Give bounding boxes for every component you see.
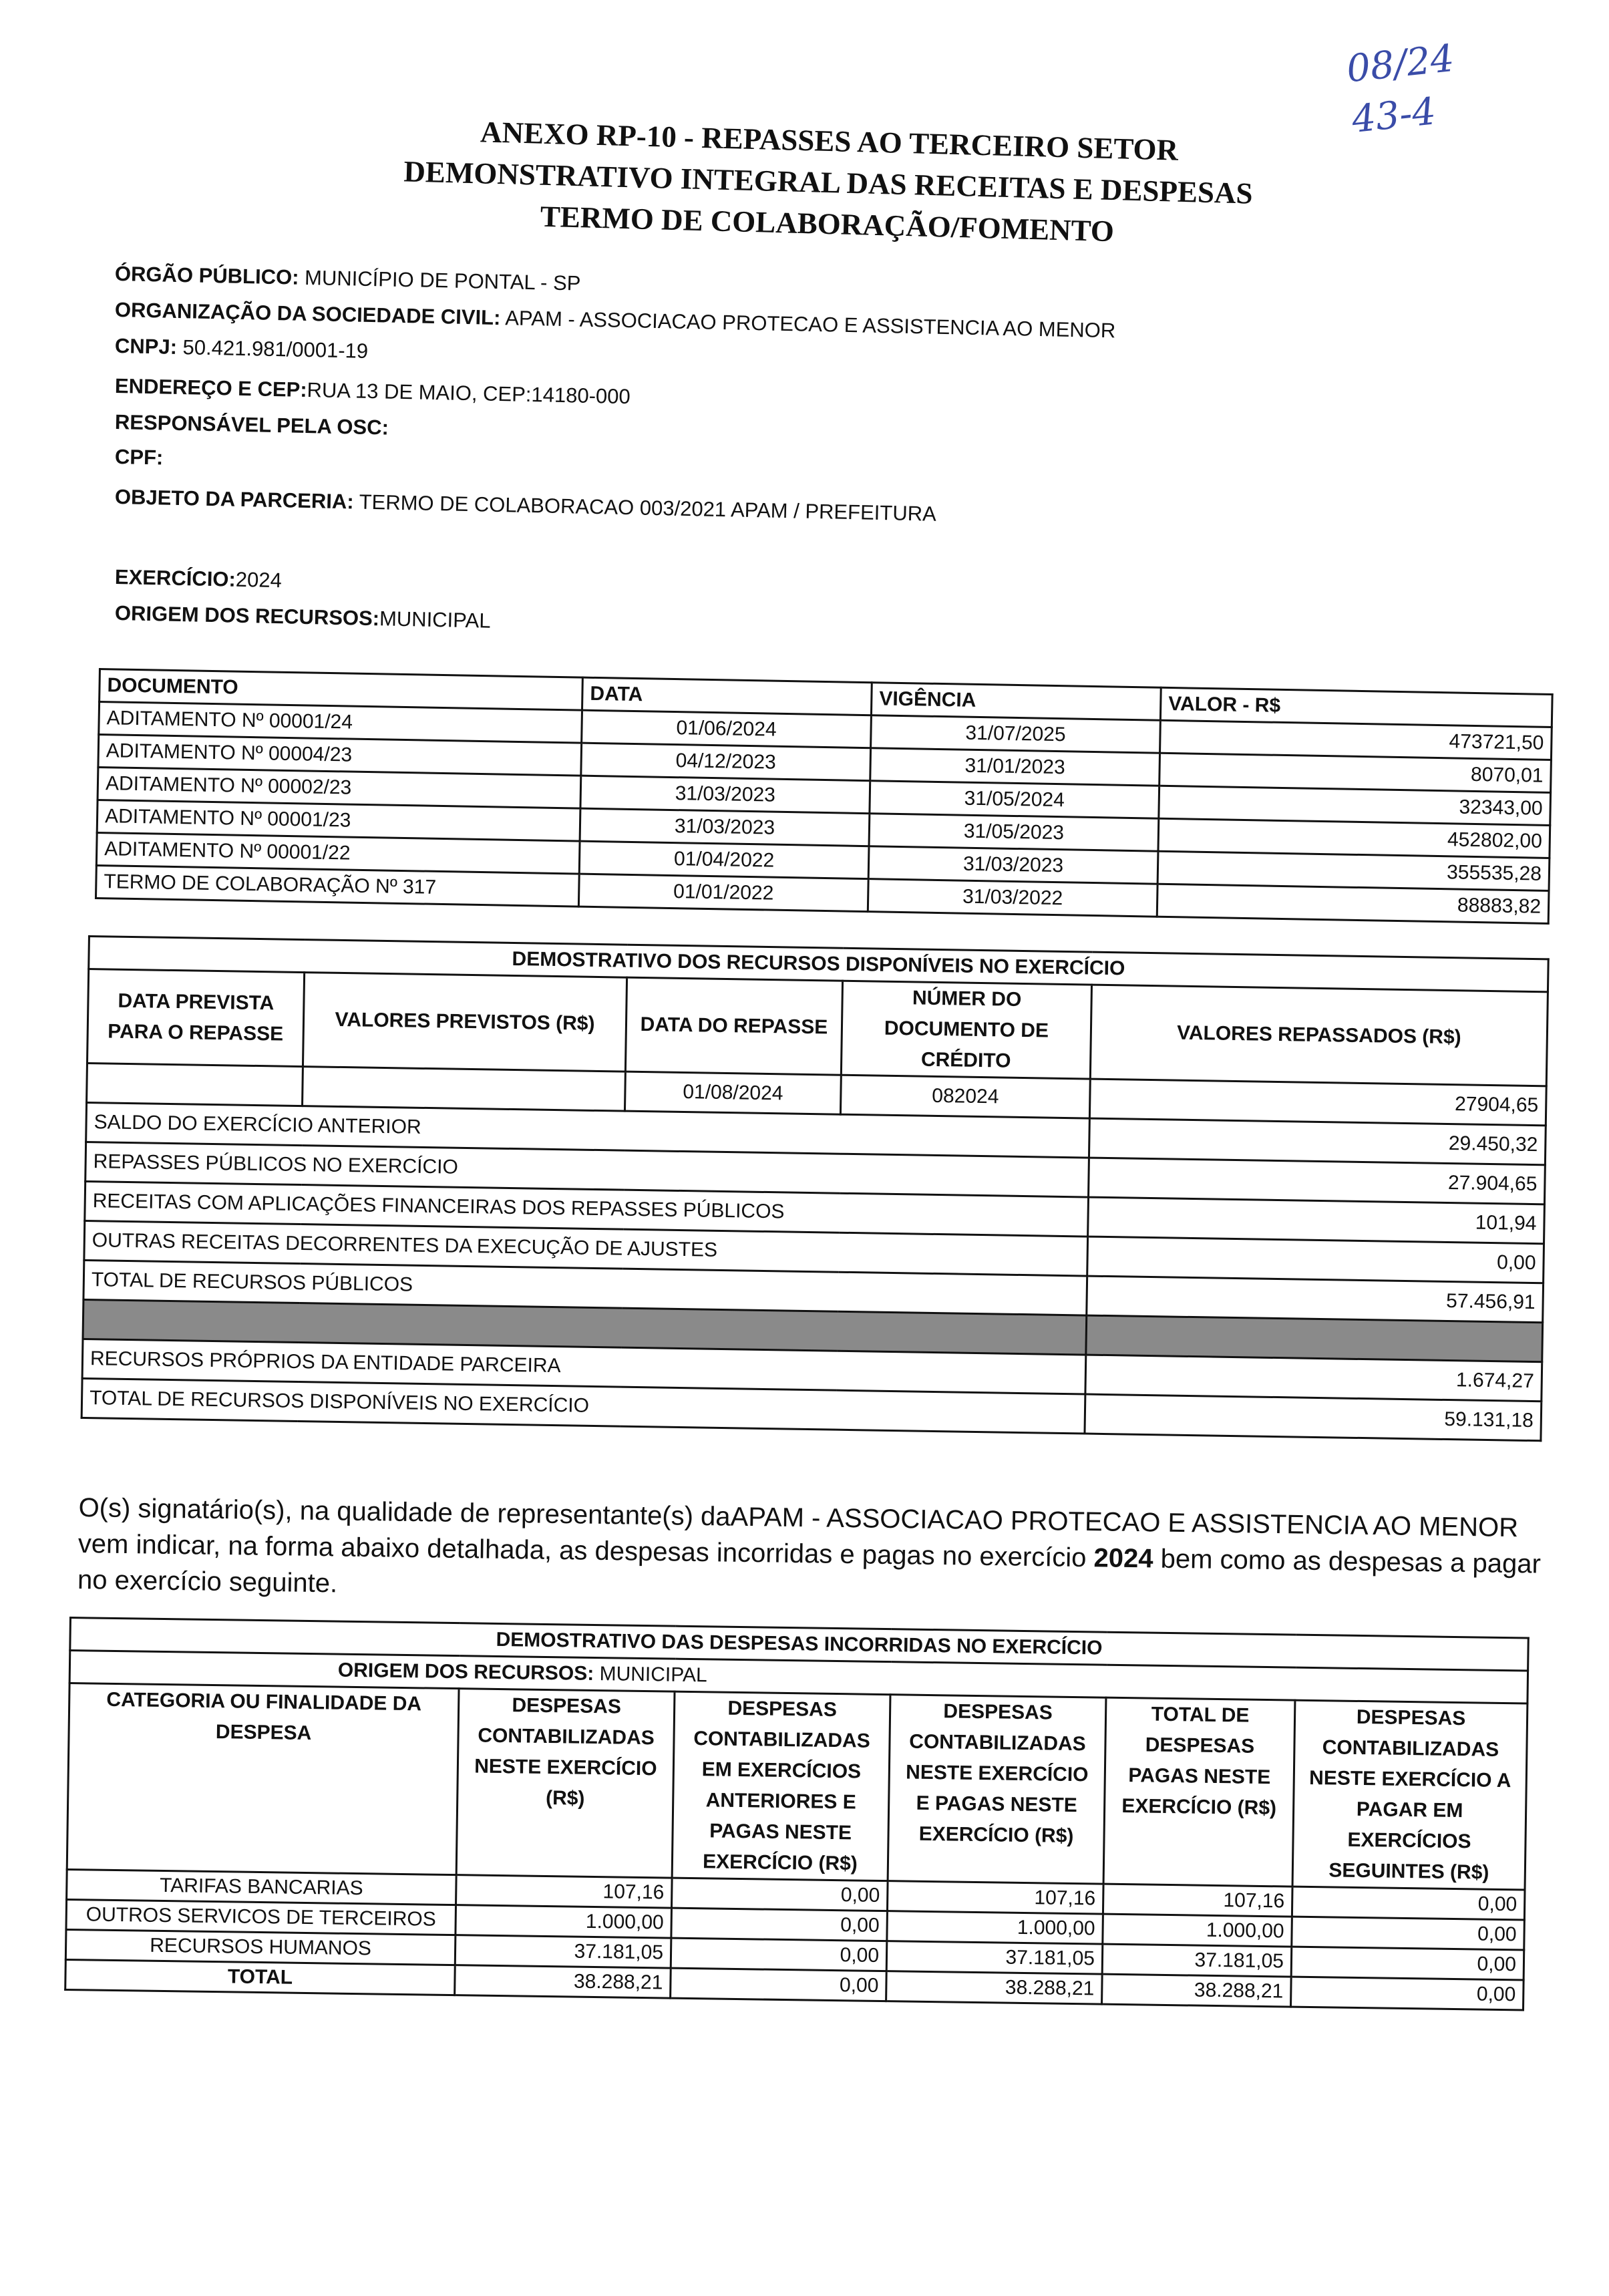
cell-value: 0,00 xyxy=(671,1878,888,1911)
summary-value: 101,94 xyxy=(1088,1197,1545,1244)
summary-value: 1.674,27 xyxy=(1085,1355,1542,1402)
info-label: ENDEREÇO E CEP: xyxy=(114,374,307,402)
cell-value: 0,00 xyxy=(1291,1977,1524,2010)
info-label: OBJETO DA PARCERIA: xyxy=(114,485,354,514)
summary-value: 0,00 xyxy=(1087,1237,1544,1283)
cell-documento: ADITAMENTO Nº 00002/23 xyxy=(98,768,581,809)
col-numero-documento: NÚMER DO DOCUMENTO DE CRÉDITO xyxy=(841,981,1091,1079)
cell-categoria: TOTAL xyxy=(65,1959,456,1995)
info-label: ORGANIZAÇÃO DA SOCIEDADE CIVIL: xyxy=(114,298,501,330)
summary-label: TOTAL DE RECURSOS PÚBLICOS xyxy=(83,1260,1087,1315)
info-value: MUNICIPAL xyxy=(379,607,491,633)
cell-documento: ADITAMENTO Nº 00004/23 xyxy=(98,735,582,776)
cell-vigencia: 31/03/2023 xyxy=(868,846,1158,884)
cell-documento: TERMO DE COLABORAÇÃO Nº 317 xyxy=(96,865,579,907)
summary-value: 29.450,32 xyxy=(1089,1118,1546,1165)
col-contabilizadas-neste: DESPESAS CONTABILIZADAS NESTE EXERCÍCIO (R$) xyxy=(456,1689,675,1878)
col-a-pagar: DESPESAS CONTABILIZADAS NESTE EXERCÍCIO A PAGAR EM EXERCÍCIOS SEGUINTES (R$) xyxy=(1292,1700,1528,1890)
cell-vigencia: 31/05/2023 xyxy=(869,814,1159,852)
col-categoria: CATEGORIA OU FINALIDADE DA DESPESA xyxy=(67,1683,459,1875)
col-valores-previstos: VALORES PREVISTOS (R$) xyxy=(303,973,627,1072)
cell-data-repasse: 01/08/2024 xyxy=(624,1072,841,1114)
cell-value: 107,16 xyxy=(456,1875,673,1909)
cell-categoria: OUTROS SERVICOS DE TERCEIROS xyxy=(66,1899,456,1935)
paragraph-year: 2024 xyxy=(1093,1543,1153,1574)
cell-value: 0,00 xyxy=(671,1908,888,1941)
origin-value: MUNICIPAL xyxy=(599,1663,707,1687)
info-label: ÓRGÃO PÚBLICO: xyxy=(114,262,299,289)
cell-data-prevista xyxy=(87,1063,303,1106)
shaded-cell xyxy=(1086,1315,1543,1362)
cell-value: 38.288,21 xyxy=(886,1971,1103,2005)
cell-value: 107,16 xyxy=(1103,1884,1292,1917)
col-documento: DOCUMENTO xyxy=(100,669,583,711)
cell-value: 1.000,00 xyxy=(456,1905,672,1939)
cell-valor: 452802,00 xyxy=(1158,818,1550,858)
col-contabilizadas-anteriores: DESPESAS CONTABILIZADAS EM EXERCÍCIOS ANTERIORES E PAGAS NESTE EXERCÍCIO (R$) xyxy=(672,1691,890,1880)
info-label: CNPJ: xyxy=(114,334,178,359)
cell-valor-repassado: 27904,65 xyxy=(1089,1079,1546,1126)
cell-value: 37.181,05 xyxy=(886,1941,1103,1975)
document-title xyxy=(373,108,1284,257)
cell-vigencia: 31/03/2022 xyxy=(868,879,1157,917)
summary-label: RECEITAS COM APLICAÇÕES FINANCEIRAS DOS REPASSES PÚBLICOS xyxy=(85,1181,1089,1237)
info-value: RUA 13 DE MAIO, CEP:14180-000 xyxy=(307,378,631,409)
summary-value: 59.131,18 xyxy=(1085,1394,1542,1441)
info-value: 50.421.981/0001-19 xyxy=(182,335,369,363)
cell-vigencia: 31/07/2025 xyxy=(871,715,1161,754)
summary-label: RECURSOS PRÓPRIOS DA ENTIDADE PARCEIRA xyxy=(82,1339,1086,1394)
summary-label: REPASSES PÚBLICOS NO EXERCÍCIO xyxy=(85,1142,1089,1197)
cell-value: 0,00 xyxy=(671,1968,887,2001)
cell-valor: 355535,28 xyxy=(1157,851,1550,890)
cell-documento: ADITAMENTO Nº 00001/22 xyxy=(96,832,580,874)
table-header-row xyxy=(67,1683,1528,1890)
info-value: 2024 xyxy=(235,567,283,593)
cell-value: 0,00 xyxy=(671,1938,887,1971)
paragraph-text: O(s) signatário(s), na qualidade de representante(s) da xyxy=(78,1492,731,1532)
info-label: RESPONSÁVEL PELA OSC: xyxy=(114,410,389,440)
cell-valor: 473721,50 xyxy=(1160,720,1552,760)
cell-valor: 88883,82 xyxy=(1157,884,1549,923)
info-value: MUNICÍPIO DE PONTAL - SP xyxy=(304,265,581,295)
cell-data: 04/12/2023 xyxy=(581,743,871,781)
cell-data: 31/03/2023 xyxy=(580,776,870,814)
cell-documento: ADITAMENTO Nº 00001/23 xyxy=(97,800,580,841)
info-value: APAM - ASSOCIACAO PROTECAO E ASSISTENCIA AO MENOR xyxy=(504,306,1116,343)
cell-data: 31/03/2023 xyxy=(580,808,870,846)
col-valores-repassados: VALORES REPASSADOS (R$) xyxy=(1090,985,1548,1086)
info-value: TERMO DE COLABORACAO 003/2021 APAM / PREFEITURA xyxy=(359,490,937,526)
resources-title: DEMOSTRATIVO DOS RECURSOS DISPONÍVEIS NO EXERCÍCIO xyxy=(89,937,1549,992)
col-valor: VALOR - R$ xyxy=(1160,687,1552,727)
resources-table xyxy=(81,935,1550,1442)
title-line-1: ANEXO RP-10 - REPASSES AO TERCEIRO SETOR xyxy=(480,115,1179,167)
cell-value: 0,00 xyxy=(1292,1887,1525,1920)
info-label: ORIGEM DOS RECURSOS: xyxy=(114,601,380,631)
cell-value: 0,00 xyxy=(1292,1917,1525,1950)
cell-value: 38.288,21 xyxy=(1102,1974,1292,2007)
cell-vigencia: 31/01/2023 xyxy=(870,748,1160,786)
cell-numero-documento: 082024 xyxy=(840,1075,1090,1118)
handwritten-note xyxy=(1344,33,1461,146)
cell-value: 1.000,00 xyxy=(1103,1914,1292,1947)
cell-data: 01/01/2022 xyxy=(578,874,868,912)
col-total-pagas: TOTAL DE DESPESAS PAGAS NESTE EXERCÍCIO (R$) xyxy=(1103,1697,1295,1887)
col-data-repasse: DATA DO REPASSE xyxy=(625,977,842,1075)
title-line-2: DEMONSTRATIVO INTEGRAL DAS RECEITAS E DESPESAS xyxy=(403,154,1254,210)
origin-label: ORIGEM DOS RECURSOS: xyxy=(337,1659,594,1685)
cell-valores-previstos xyxy=(303,1067,626,1112)
cell-value: 38.288,21 xyxy=(455,1965,671,1999)
col-data: DATA xyxy=(582,677,872,715)
cell-value: 107,16 xyxy=(887,1881,1103,1915)
entity-name: APAM - ASSOCIACAO PROTECAO E ASSISTENCIA AO MENOR xyxy=(730,1502,1519,1543)
summary-label: TOTAL DE RECURSOS DISPONÍVEIS NO EXERCÍCIO xyxy=(81,1378,1085,1434)
cell-data: 01/06/2024 xyxy=(582,710,872,748)
cell-valor: 32343,00 xyxy=(1159,786,1551,825)
handwritten-line-2: 43-4 xyxy=(1349,90,1438,142)
col-vigencia: VIGÊNCIA xyxy=(871,683,1161,721)
cell-value: 1.000,00 xyxy=(887,1911,1103,1945)
summary-value: 27.904,65 xyxy=(1089,1158,1546,1204)
info-label: EXERCÍCIO: xyxy=(114,565,236,591)
cell-categoria: TARIFAS BANCARIAS xyxy=(67,1869,457,1905)
declaration-paragraph xyxy=(77,1490,1548,1619)
paragraph-text: vem indicar, na forma abaixo detalhada, as despesas incorridas e pagas no exercício xyxy=(77,1528,1094,1573)
col-contabilizadas-pagas: DESPESAS CONTABILIZADAS NESTE EXERCÍCIO E PAGAS NESTE EXERCÍCIO (R$) xyxy=(888,1695,1106,1884)
cell-value: 37.181,05 xyxy=(1102,1944,1292,1977)
summary-value: 57.456,91 xyxy=(1087,1276,1544,1323)
expenses-title: DEMOSTRATIVO DAS DESPESAS INCORRIDAS NO EXERCÍCIO xyxy=(70,1618,1528,1671)
expenses-table xyxy=(64,1617,1530,2011)
info-objeto xyxy=(115,485,1250,533)
cell-valor: 8070,01 xyxy=(1159,753,1552,792)
summary-label: SALDO DO EXERCÍCIO ANTERIOR xyxy=(86,1102,1090,1158)
documents-table xyxy=(95,668,1554,925)
title-line-3: TERMO DE COLABORAÇÃO/FOMENTO xyxy=(540,199,1115,249)
cell-value: 0,00 xyxy=(1291,1947,1524,1980)
cell-value: 37.181,05 xyxy=(455,1935,671,1969)
cell-data: 01/04/2022 xyxy=(579,841,869,879)
summary-label: OUTRAS RECEITAS DECORRENTES DA EXECUÇÃO DE AJUSTES xyxy=(84,1220,1088,1276)
handwritten-line-1: 08/24 xyxy=(1345,36,1457,92)
info-label: CPF: xyxy=(114,445,164,470)
col-data-prevista: DATA PREVISTA PARA O REPASSE xyxy=(87,969,304,1067)
cell-vigencia: 31/05/2024 xyxy=(870,781,1159,819)
paragraph-text: bem como as despesas a pagar no exercício seguinte. xyxy=(77,1544,1542,1599)
cell-categoria: RECURSOS HUMANOS xyxy=(65,1929,456,1965)
cell-documento: ADITAMENTO Nº 00001/24 xyxy=(99,702,582,744)
